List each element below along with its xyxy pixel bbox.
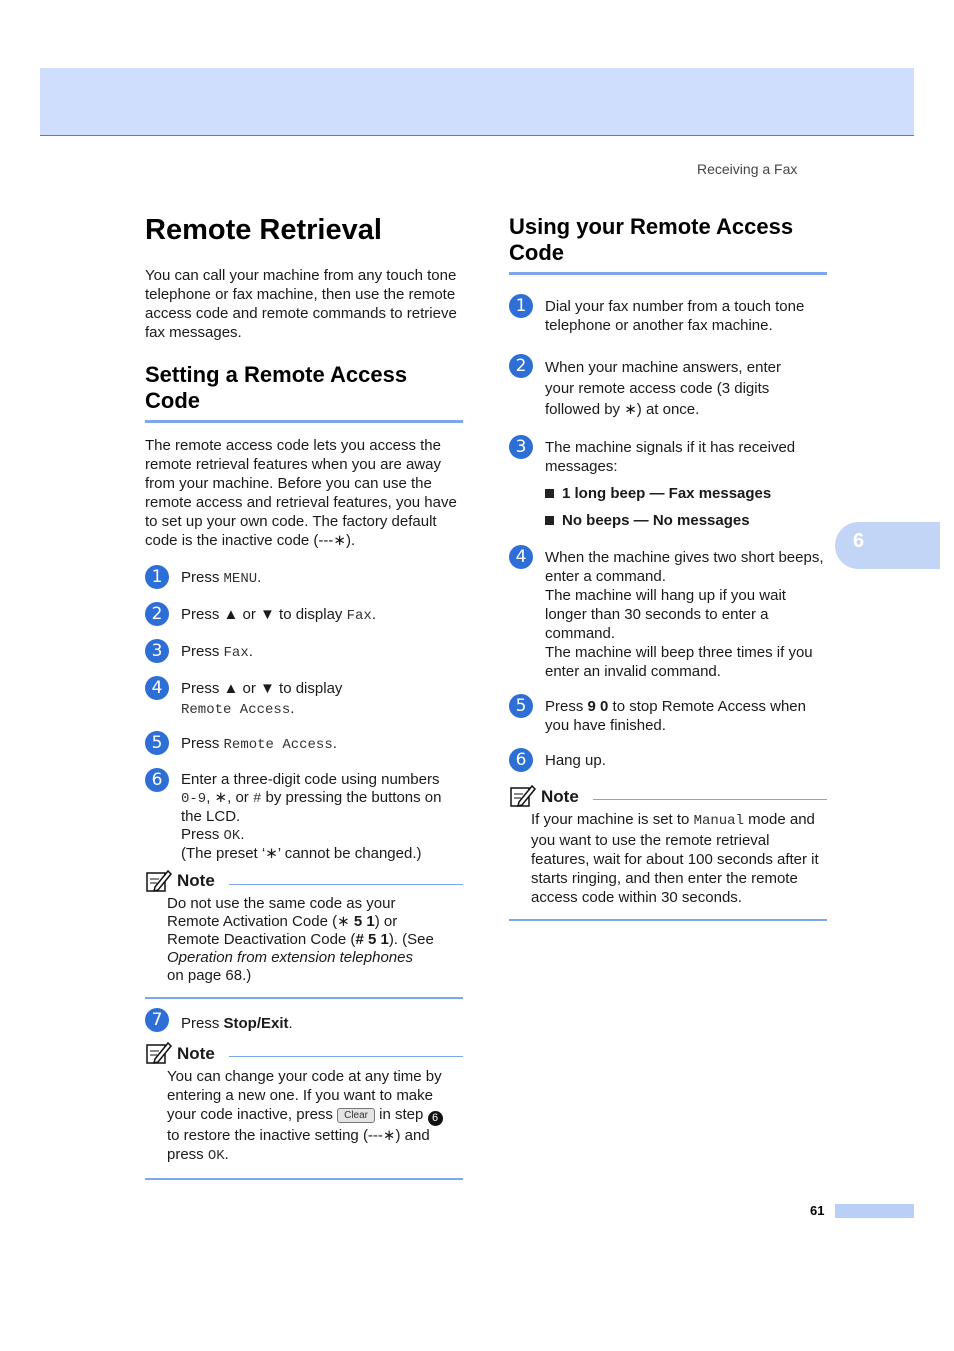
- step-number-icon: 3: [509, 435, 533, 459]
- setting-step-6: [145, 771, 463, 863]
- using-step-1: [509, 297, 827, 335]
- step-number-icon: 2: [509, 354, 533, 378]
- step-text: Press 9 0 to stop Remote Access when you have finished.: [545, 698, 806, 734]
- bullet-no-messages: No beeps — No messages: [545, 511, 827, 530]
- step-text: Press Fax.: [181, 643, 253, 661]
- note-header: [145, 1041, 463, 1065]
- using-step-5: [509, 697, 827, 735]
- note-rule: [593, 799, 827, 800]
- page-number: 61: [810, 1203, 825, 1218]
- step-number-icon: 1: [145, 565, 169, 589]
- bullet-square-icon: [545, 489, 554, 498]
- chapter-number: 6: [853, 530, 865, 552]
- note-pencil-icon: [509, 784, 537, 808]
- step-text: Press ▲ or ▼ to display Fax.: [181, 606, 376, 624]
- right-column: [509, 214, 827, 921]
- note-body: You can change your code at any time by entering a new one. If you want to make your code inactive, press Clear in step 6 to restore the inactive setting (---∗) and press OK.: [167, 1068, 442, 1164]
- note-box-1: [145, 869, 463, 999]
- step-number-icon: 5: [145, 731, 169, 755]
- step-text: When the machine gives two short beeps, enter a command. The machine will hang up if you wait longer than 30 seconds to enter a command. The machine will beep three times if you enter an invalid command.: [545, 549, 824, 680]
- note-header: [509, 784, 827, 808]
- chapter-tab[interactable]: [835, 522, 940, 569]
- step-number-icon: 6: [145, 768, 169, 792]
- note-body: Do not use the same code as your Remote Activation Code (∗ 5 1) or Remote Deactivation Code (# 5 1). (See Operation from extension telephones on page 68.): [167, 895, 434, 984]
- step-number-icon: 1: [509, 294, 533, 318]
- step-text: Hang up.: [545, 752, 606, 769]
- note-box-right: [509, 784, 827, 921]
- setting-step-2: [145, 605, 463, 626]
- note-header: [145, 869, 463, 893]
- page-title: Remote Retrieval: [145, 214, 382, 246]
- setting-step-3: [145, 642, 463, 663]
- step-text: Press MENU.: [181, 569, 262, 587]
- using-step-3: [509, 438, 827, 530]
- note-title: Note: [177, 1043, 215, 1063]
- section-heading-using: Using your Remote Access Code: [509, 214, 827, 275]
- step-number-icon: 2: [145, 602, 169, 626]
- step-text: Dial your fax number from a touch tone telephone or another fax machine.: [545, 298, 805, 334]
- note-title: Note: [541, 786, 579, 806]
- using-step-4: [509, 548, 827, 681]
- note-body: If your machine is set to Manual mode and you want to use the remote retrieval features, wait for about 100 seconds after it starts ringing, and then enter the remote access code within 30 seconds.: [531, 811, 819, 906]
- clear-key-icon: Clear: [337, 1108, 375, 1123]
- footer-bar: [835, 1204, 914, 1218]
- step-number-icon: 4: [509, 545, 533, 569]
- left-column: [145, 212, 463, 1180]
- step-ref-icon: 6: [428, 1111, 443, 1126]
- step-number-icon: 3: [145, 639, 169, 663]
- setting-step-5: [145, 734, 463, 755]
- setting-step-4: [145, 679, 463, 722]
- step-number-icon: 4: [145, 676, 169, 700]
- section-heading-setting: Setting a Remote Access Code: [145, 362, 463, 423]
- step-text: Press Remote Access.: [181, 735, 337, 753]
- step-text: Press ▲ or ▼ to display Remote Access.: [181, 680, 343, 718]
- step-number-icon: 6: [509, 748, 533, 772]
- note-box-2: [145, 1041, 463, 1180]
- note-rule: [229, 884, 463, 885]
- setting-paragraph: The remote access code lets you access the remote retrieval features when you are away from your machine. Before you can use the remote access and retrieval features, you have to set up your own code. The factory default code is the inactive code (---∗).: [145, 437, 457, 549]
- bullet-square-icon: [545, 516, 554, 525]
- using-step-6: [509, 751, 827, 772]
- note-rule: [229, 1056, 463, 1057]
- step-number-icon: 5: [509, 694, 533, 718]
- step-number-icon: 7: [145, 1008, 169, 1032]
- step-text: Enter a three-digit code using numbers 0-9, ∗, or # by pressing the buttons on the LCD. Press OK. (The preset ‘∗’ cannot be changed.): [181, 771, 442, 862]
- running-title: Receiving a Fax: [697, 161, 798, 177]
- using-step-2: [509, 357, 827, 420]
- step-text: Press Stop/Exit.: [181, 1015, 293, 1032]
- setting-step-1: [145, 568, 463, 589]
- note-pencil-icon: [145, 1041, 173, 1065]
- step-text: The machine signals if it has received messages: 1 long beep — Fax messages No beeps — No messages: [545, 438, 827, 530]
- intro-paragraph: You can call your machine from any touch tone telephone or fax machine, then use the remote access code and remote commands to retrieve fax messages.: [145, 267, 457, 341]
- header-banner: [40, 68, 914, 136]
- note-title: Note: [177, 871, 215, 890]
- note-pencil-icon: [145, 869, 173, 893]
- setting-step-7: [145, 1011, 463, 1033]
- bullet-fax-messages: 1 long beep — Fax messages: [545, 484, 827, 503]
- step-text: When your machine answers, enter your remote access code (3 digits followed by ∗) at once.: [545, 359, 781, 418]
